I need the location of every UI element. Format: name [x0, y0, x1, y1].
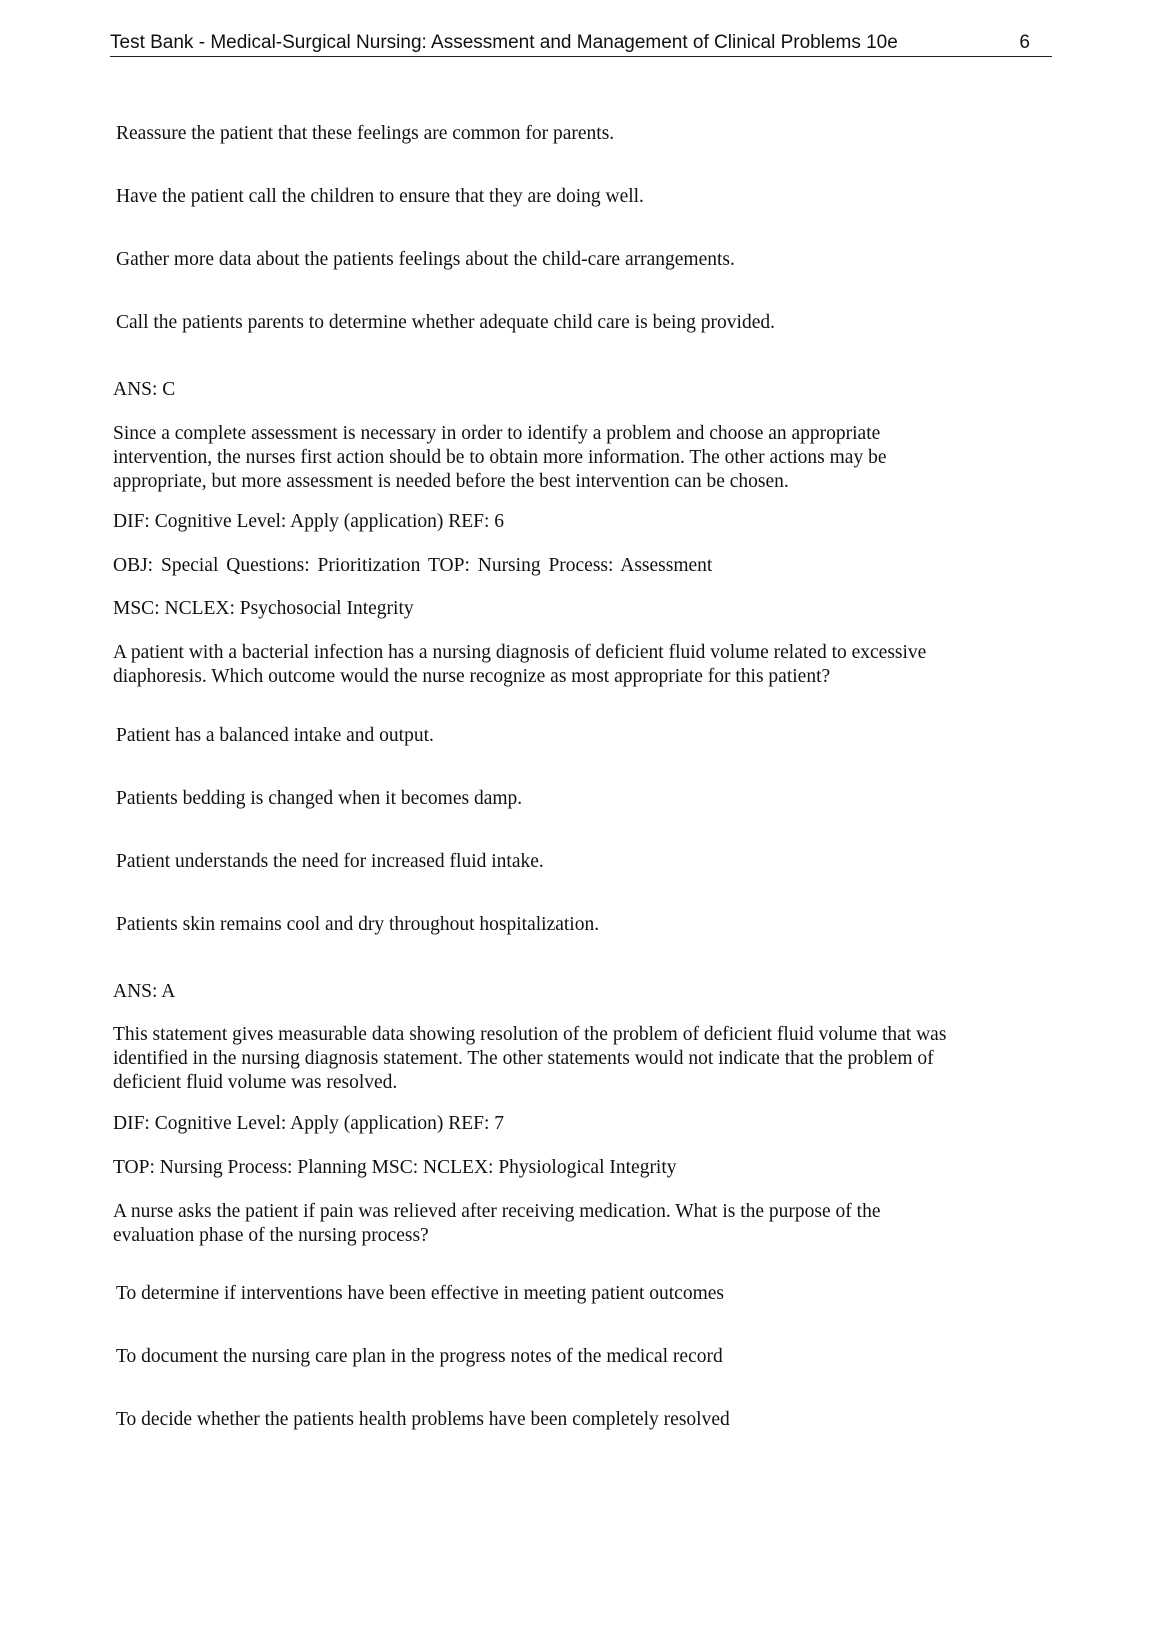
q3-stem-line: A nurse asks the patient if pain was relieved after receiving medication. What is the purpose of the	[113, 1201, 881, 1222]
q1-answer: ANS: C	[113, 379, 176, 400]
q1-option-a: Reassure the patient that these feelings are common for parents.	[116, 123, 615, 144]
q1-option-d: Call the patients parents to determine whether adequate child care is being provided.	[116, 312, 775, 333]
q1-rationale-line: Since a complete assessment is necessary in order to identify a problem and choose an appropriate	[113, 423, 881, 444]
q2-option-a: Patient has a balanced intake and output.	[116, 725, 434, 746]
q2-option-b: Patients bedding is changed when it becomes damp.	[116, 788, 523, 809]
q3-option-c: To decide whether the patients health problems have been completely resolved	[116, 1409, 730, 1430]
q3-stem-line: evaluation phase of the nursing process?	[113, 1225, 429, 1246]
q2-stem	[113, 641, 1023, 689]
q2-rationale-line: identified in the nursing diagnosis statement. The other statements would not indicate that the problem of	[113, 1048, 934, 1069]
q3-option-a: To determine if interventions have been effective in meeting patient outcomes	[116, 1283, 724, 1304]
q1-rationale	[113, 422, 1023, 494]
document-title: Test Bank - Medical-Surgical Nursing: Assessment and Management of Clinical Problems 10e	[110, 32, 898, 53]
q1-rationale-line: appropriate, but more assessment is needed before the best intervention can be chosen.	[113, 471, 789, 492]
page-header	[110, 30, 1052, 57]
q2-answer: ANS: A	[113, 981, 176, 1002]
q2-stem-line: diaphoresis. Which outcome would the nurse recognize as most appropriate for this patient?	[113, 666, 831, 687]
q1-rationale-line: intervention, the nurses first action should be to obtain more information. The other actions may be	[113, 447, 887, 468]
q2-rationale	[113, 1023, 1023, 1095]
q3-option-b: To document the nursing care plan in the progress notes of the medical record	[116, 1346, 723, 1367]
q1-dif: DIF: Cognitive Level: Apply (application) REF: 6	[113, 511, 505, 532]
q3-stem	[113, 1200, 1023, 1248]
q1-msc: MSC: NCLEX: Psychosocial Integrity	[113, 598, 414, 619]
q2-rationale-line: This statement gives measurable data showing resolution of the problem of deficient fluid volume that was	[113, 1024, 947, 1045]
q2-rationale-line: deficient fluid volume was resolved.	[113, 1072, 398, 1093]
q1-obj: OBJ: Special Questions: Prioritization TOP: Nursing Process: Assessment	[113, 555, 713, 576]
q1-option-b: Have the patient call the children to ensure that they are doing well.	[116, 186, 644, 207]
q2-option-c: Patient understands the need for increased fluid intake.	[116, 851, 544, 872]
q2-option-d: Patients skin remains cool and dry throughout hospitalization.	[116, 914, 600, 935]
q1-option-c: Gather more data about the patients feelings about the child-care arrangements.	[116, 249, 735, 270]
q2-dif: DIF: Cognitive Level: Apply (application) REF: 7	[113, 1113, 505, 1134]
q2-stem-line: A patient with a bacterial infection has a nursing diagnosis of deficient fluid volume related to excessive	[113, 642, 927, 663]
page-number: 6	[1019, 32, 1030, 53]
q2-top: TOP: Nursing Process: Planning MSC: NCLEX: Physiological Integrity	[113, 1157, 677, 1178]
